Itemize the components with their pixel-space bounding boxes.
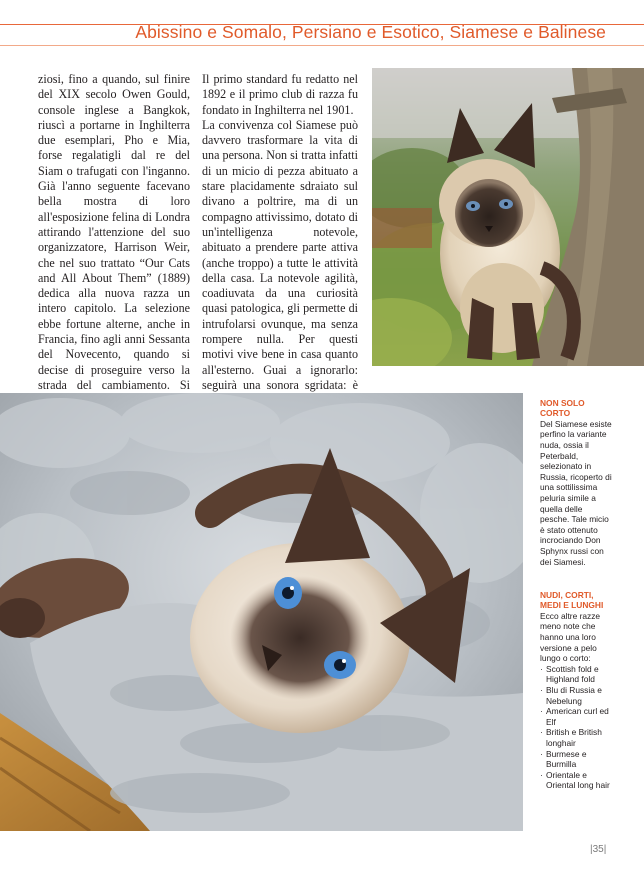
sidebar-box-2-heading: NUDI, CORTI, MEDI E LUNGHI — [540, 590, 604, 611]
header-rule — [0, 45, 644, 46]
breed-list-item: · American curl ed Elf — [540, 706, 614, 727]
breed-list-item: · Burmese e Burmilla — [540, 749, 614, 770]
running-header: Abissino e Somalo, Persiano e Esotico, Siamese e Balinese — [135, 22, 606, 42]
column-2-paragraph-2-text: La convivenza col Siamese può davvero trasformare la vita di una persona. Non si tratta infatti di un micio di pezza abituato a stare placidamente sdraiato sul divano a poltrire, ma di un compagno attivissimo, dotato di un'intelligenza notevole, abituato a prendere parte attiva (anche troppo) a tutte le attività della casa. La notevole agilità, coadiuvata da una curiosità quasi patologica, gli permette di intrufolarsi ovunque, ma senza rompere nulla. Per questi motivi vive bene in casa quanto all'esterno. Guai a ignorarlo: seguirà una sonora sgridata: è — [202, 117, 358, 392]
breed-list — [540, 664, 614, 791]
column-1-text: ziosi, fino a quando, sul finire del XIX secolo Owen Gould, console inglese a Bangkok, riuscì a portarne in Inghilterra due esemplari, Pho e Mia, forse regalatigli dal re del Siam o trafugati con l'inganno. Già l'anno seguente facevano bella mostra di loro all'esposizione felina di Londra attirando l'attenzione del suo organizzatore, Harrison Weir, che nel suo trattato “Our Cats and All About Them” (1889) dedica alla nuova razza un intero capitolo. La selezione ebbe fortune alterne, anche in Francia, fino agli anni Sessanta del Novecento, quando si decise di proseguire verso la strada del cambiamento. Si — [38, 72, 190, 392]
sidebar-box-2-intro: Ecco altre razze meno note che hanno una loro versione a pelo lungo o corto: — [540, 610, 601, 664]
breed-list-item: · Blu di Russia e Nebelung — [540, 685, 614, 706]
sidebar-box-1-heading: NON SOLO CORTO — [540, 398, 585, 419]
siamese-kitten-in-basket-photo — [0, 393, 523, 831]
sidebar-box-1-text: Del Siamese esiste perfino la variante nuda, ossia il Peterbald, selezionato in Russia, ricoperto di una sottilissima peluria simile a quella delle pesche. Tale micio è stato ottenuto incrociando Don Sphynx russi con dei Siamesi. — [540, 418, 612, 567]
breed-list-item: · Orientale e Oriental long hair — [540, 770, 614, 791]
page-number: |35| — [590, 844, 607, 855]
breed-list-item: · Scottish fold e Highland fold — [540, 664, 614, 685]
siamese-cat-on-tree-photo — [372, 68, 644, 366]
sidebar-box-nudi-corti — [540, 590, 614, 791]
column-2-paragraph-1: Il primo standard fu redatto nel 1892 e il primo club di razza fu fondato in Inghilterra nel 1901. — [202, 72, 358, 117]
sidebar-box-non-solo-corto — [540, 398, 614, 567]
breed-list-item: · British e British longhair — [540, 727, 614, 748]
